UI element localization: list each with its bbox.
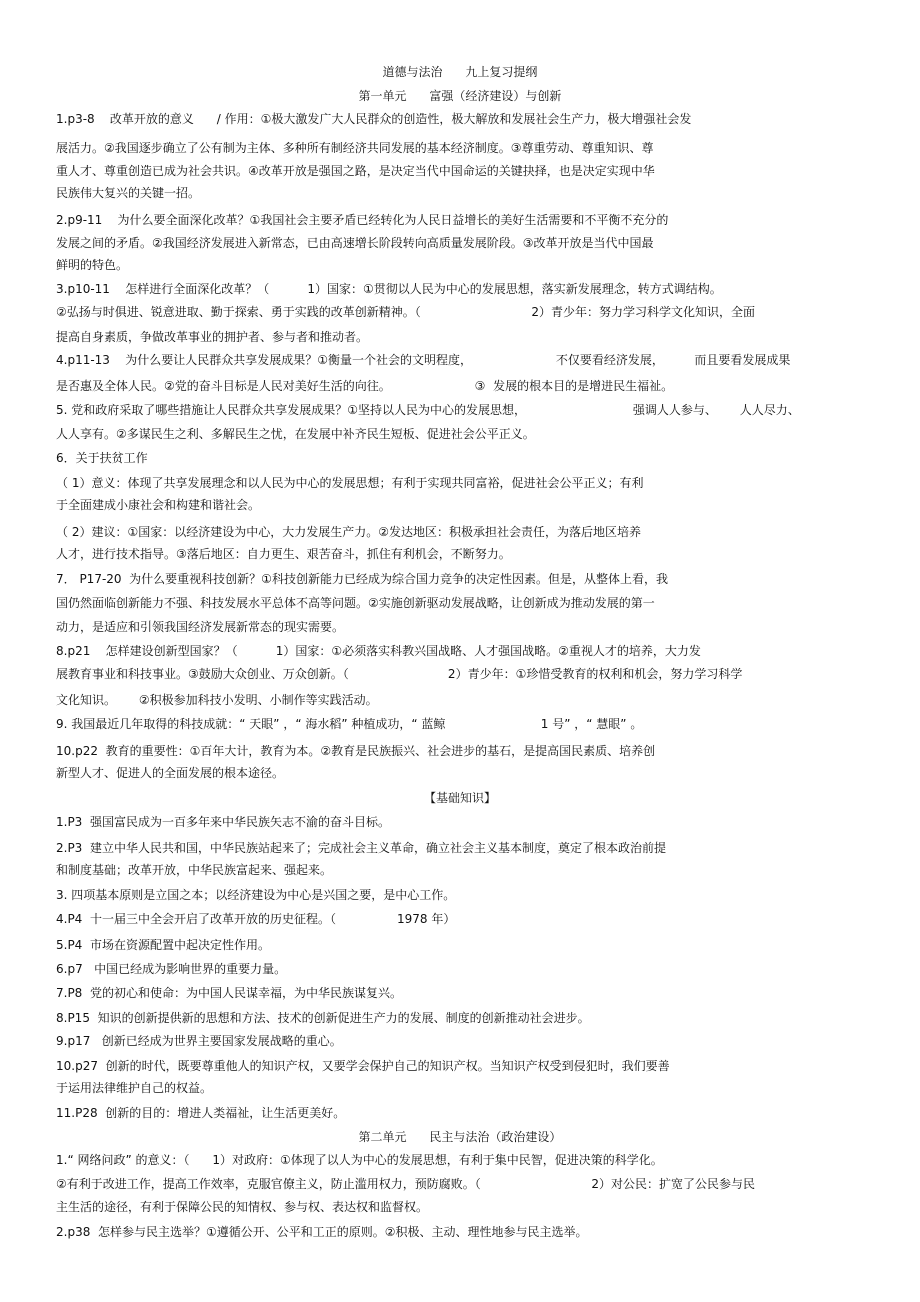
- text-line: 7.P8 党的初心和使命：为中国人民谋幸福，为中华民族谋复兴。: [56, 986, 402, 1000]
- text-line: 鲜明的特色。: [56, 258, 129, 272]
- text-line: 动力，是适应和引领我国经济发展新常态的现实需要。: [56, 620, 345, 634]
- text-line: 发展之间的矛盾。②我国经济发展进入新常态，已由高速增长阶段转向高质量发展阶段。③改革开放是当代中国最: [56, 236, 654, 250]
- text-line: 新型人才、促进人的全面发展的根本途径。: [56, 766, 285, 780]
- text-line: 主生活的途径，有利于保障公民的知情权、参与权、表达权和监督权。: [56, 1200, 429, 1214]
- text-line: 1.P3 强国富民成为一百多年来中华民族矢志不渝的奋斗目标。: [56, 815, 390, 829]
- text-line: 2.P3 建立中华人民共和国，中华民族站起来了；完成社会主义革命，确立社会主义基本制度，奠定了根本政治前提: [56, 841, 666, 855]
- text-line: 人人享有。②多谋民生之利、多解民生之忧，在发展中补齐民生短板、促进社会公平正义。: [56, 427, 535, 441]
- text-line: （ 1）意义：体现了共享发展理念和以人民为中心的发展思想；有利于实现共同富裕，促进社会公平正义；有利: [56, 476, 644, 490]
- text-line: 人才，进行技术指导。③落后地区：自力更生、艰苦奋斗，抓住有利机会，不断努力。: [56, 547, 511, 561]
- text-line: 4.P4 十一届三中全会开启了改革开放的历史征程。（ 1978 年）: [56, 912, 456, 926]
- unit1-heading: 第一单元 富强（经济建设）与创新: [358, 89, 562, 103]
- text-line: 国仍然面临创新能力不强、科技发展水平总体不高等问题。②实施创新驱动发展战略，让创新成为推动发展的第一: [56, 596, 655, 610]
- text-line: 7． P17-20 为什么要重视科技创新？①科技创新能力已经成为综合国力竞争的决定性因素。但是，从整体上看，我: [56, 572, 668, 586]
- text-line: 6.p7 中国已经成为影响世界的重要力量。: [56, 962, 287, 976]
- text-line: 8.p21 怎样建设创新型国家？（ 1）国家：①必须落实科教兴国战略、人才强国战略。②重视人才的培养，大力发: [56, 644, 701, 658]
- text-line: （ 2）建议：①国家：以经济建设为中心，大力发展生产力。②发达地区：积极承担社会责任，为落后地区培养: [56, 525, 641, 539]
- text-line: ②弘扬与时俱进、锐意进取、勤于探索、勇于实践的改革创新精神。（ 2）青少年：努力学习科学文化知识，全面: [56, 305, 756, 319]
- basics-heading: 【基础知识】: [423, 791, 496, 805]
- text-line: 9.p17 创新已经成为世界主要国家发展战略的重心。: [56, 1034, 342, 1048]
- text-line: 展活力。②我国逐步确立了公有制为主体、多种所有制经济共同发展的基本经济制度。③尊重劳动、尊重知识、尊: [56, 141, 654, 155]
- document-title: 道德与法治 九上复习提纲: [382, 65, 538, 79]
- text-line: 重人才、尊重创造已成为社会共识。④改革开放是强国之路，是决定当代中国命运的关键抉择，也是决定实现中华: [56, 164, 655, 178]
- text-line: 文化知识。 ②积极参加科技小发明、小制作等实践活动。: [56, 693, 378, 707]
- text-line: 提高自身素质，争做改革事业的拥护者、参与者和推动者。: [56, 330, 369, 344]
- text-line: 3. 四项基本原则是立国之本；以经济建设为中心是兴国之要，是中心工作。: [56, 888, 456, 902]
- text-line: 10.p22 教育的重要性：①百年大计，教育为本。②教育是民族振兴、社会进步的基石，是提高国民素质、培养创: [56, 744, 656, 758]
- text-line: 于运用法律维护自己的权益。: [56, 1081, 213, 1095]
- text-line: 和制度基础；改革开放，中华民族富起来、强起来。: [56, 863, 333, 877]
- text-line: 1.“ 网络问政” 的意义：（ 1）对政府：①体现了以人为中心的发展思想，有利于集中民智，促进决策的科学化。: [56, 1153, 663, 1167]
- text-line: 3.p10-11 怎样进行全面深化改革？（ 1）国家：①贯彻以人民为中心的发展思想，落实新发展理念，转方式调结构。: [56, 282, 722, 296]
- text-line: 6．关于扶贫工作: [56, 451, 148, 465]
- text-line: 5. 党和政府采取了哪些措施让人民群众共享发展成果？①坚持以人民为中心的发展思想， 强调人人参与、 人人尽力、: [56, 403, 800, 417]
- text-line: 9. 我国最近几年取得的科技成就：“ 天眼” ，“ 海水稻” 种植成功，“ 蓝鲸 1 号” ，“ 慧眼” 。: [56, 717, 643, 731]
- text-line: 11.P28 创新的目的：增进人类福祉，让生活更美好。: [56, 1106, 346, 1120]
- text-line: 5.P4 市场在资源配置中起决定性作用。: [56, 938, 270, 952]
- text-line: 是否惠及全体人民。②党的奋斗目标是人民对美好生活的向往。 ③ 发展的根本目的是增进民生福祉。: [56, 379, 674, 393]
- unit2-heading: 第二单元 民主与法治（政治建设）: [358, 1130, 562, 1144]
- text-line: 2.p38 怎样参与民主选举？①遵循公开、公平和工正的原则。②积极、主动、理性地参与民主选举。: [56, 1225, 588, 1239]
- text-line: 2.p9-11 为什么要全面深化改革？①我国社会主要矛盾已经转化为人民日益增长的美好生活需要和不平衡不充分的: [56, 213, 669, 227]
- text-line: 4.p11-13 为什么要让人民群众共享发展成果？①衡量一个社会的文明程度， 不仅要看经济发展， 而且要看发展成果: [56, 353, 791, 367]
- text-line: 1.p3-8 改革开放的意义 / 作用：①极大激发广大人民群众的创造性，极大解放和发展社会生产力，极大增强社会发: [56, 112, 692, 126]
- text-line: 于全面建成小康社会和构建和谐社会。: [56, 498, 261, 512]
- text-line: 8.P15 知识的创新提供新的思想和方法、技术的创新促进生产力的发展、制度的创新推动社会进步。: [56, 1011, 590, 1025]
- text-line: 展教育事业和科技事业。③鼓励大众创业、万众创新。（ 2）青少年：①珍惜受教育的权利和机会，努力学习科学: [56, 667, 743, 681]
- text-line: ②有利于改进工作，提高工作效率，克服官僚主义，防止滥用权力，预防腐败。（ 2）对公民：扩宽了公民参与民: [56, 1177, 756, 1191]
- text-line: 10.p27 创新的时代，既要尊重他人的知识产权，又要学会保护自己的知识产权。当知识产权受到侵犯时，我们要善: [56, 1059, 670, 1073]
- text-line: 民族伟大复兴的关键一招。: [56, 186, 201, 200]
